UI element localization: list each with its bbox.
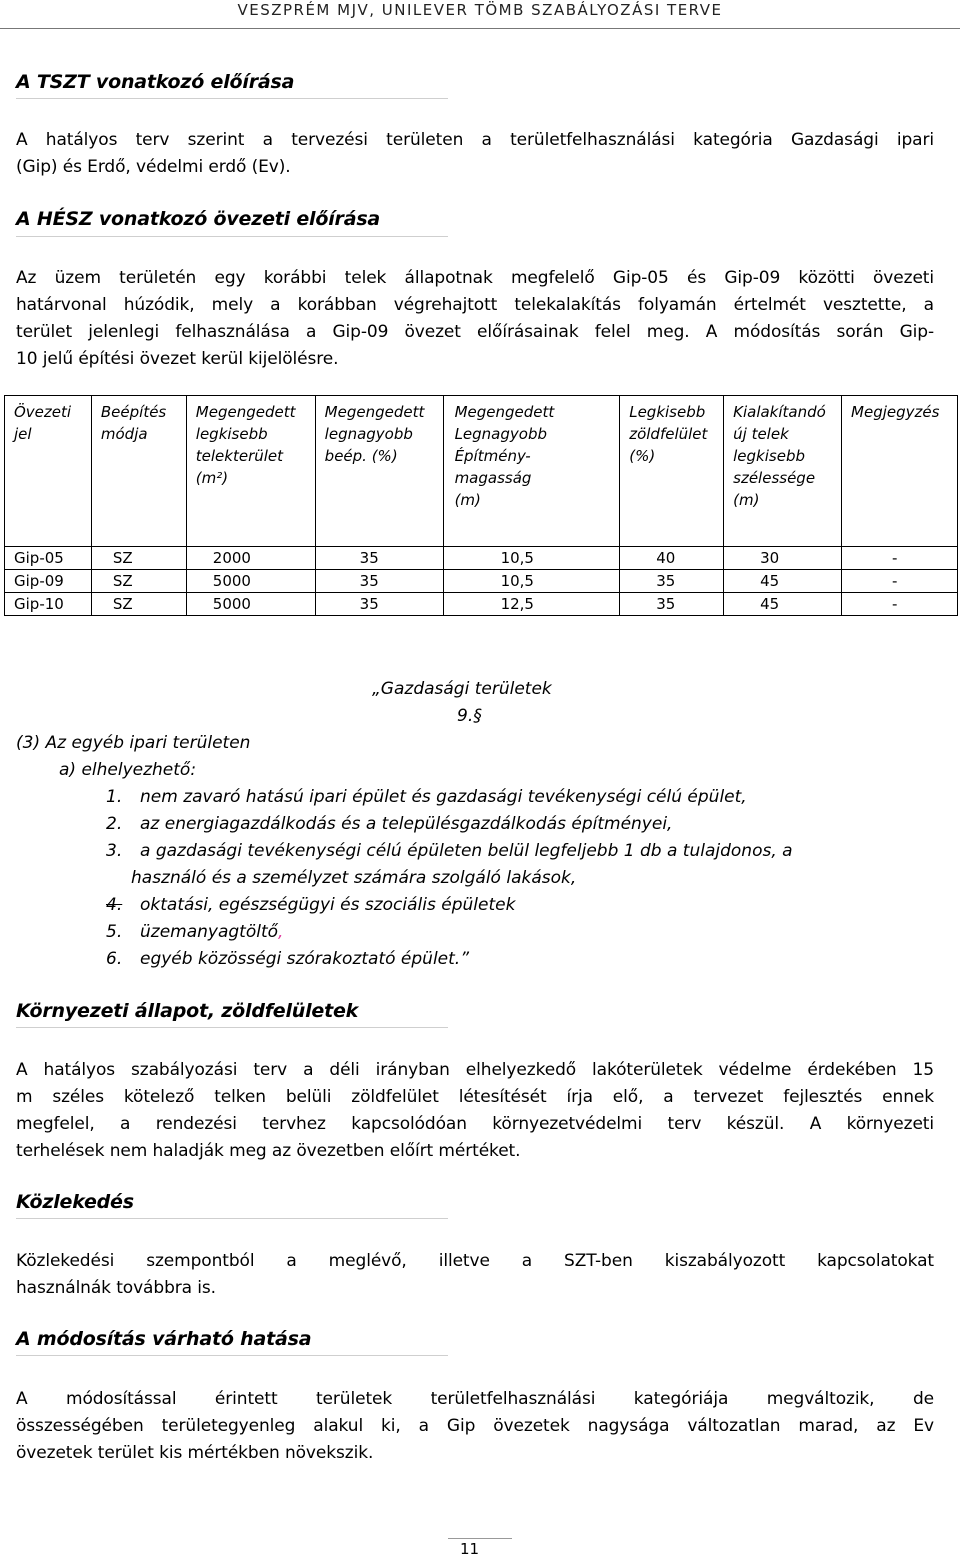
table-cell: SZ xyxy=(91,570,186,593)
table-cell: 12,5 xyxy=(443,593,620,616)
table-cell: 10,5 xyxy=(443,570,620,593)
paragraph-line: 10 jelű építési övezet kerül kijelölésre. xyxy=(16,349,339,369)
section-rule-impact xyxy=(16,1355,448,1356)
paragraph-line: övezetek terület kis mértékben növekszik. xyxy=(16,1443,374,1463)
table-header-row xyxy=(5,396,958,547)
footer-rule xyxy=(448,1538,512,1539)
quote-item-text: a gazdasági tevékenységi célú épületen belül legfeljebb 1 db a tulajdonos, a xyxy=(140,841,793,861)
paragraph-line: terület jelenlegi felhasználása a Gip-09 övezet előírásainak felel meg. A módosítás során Gip- xyxy=(16,322,934,342)
table-row xyxy=(5,547,958,570)
section-title-traffic: Közlekedés xyxy=(16,1191,134,1213)
quote-subpoint: a) elhelyezhető: xyxy=(59,760,197,780)
section-title-hesz: A HÉSZ vonatkozó övezeti előírása xyxy=(16,208,381,230)
header-rule xyxy=(0,28,960,29)
quote-item-text: egyéb közösségi szórakoztató épület.” xyxy=(140,949,470,969)
table-cell: 45 xyxy=(724,593,842,616)
table-cell: 40 xyxy=(620,547,724,570)
table-cell: 35 xyxy=(620,570,724,593)
quote-item-text-continued: használó és a személyzet számára szolgáló lakások, xyxy=(131,868,577,888)
paragraph-line: Közlekedési szempontból a meglévő, illetve a SZT-ben kiszabályozott kapcsolatokat xyxy=(16,1251,934,1271)
table-cell: - xyxy=(842,570,958,593)
table-cell: 45 xyxy=(724,570,842,593)
quote-item-text: az energiagazdálkodás és a településgazdálkodás építményei, xyxy=(140,814,673,834)
quote-item-text: oktatási, egészségügyi és szociális épületek xyxy=(140,895,516,915)
quote-item-text: nem zavaró hatású ipari épület és gazdasági tevékenységi célú épület, xyxy=(140,787,747,807)
header-cell-max-coverage: Megengedett legnagyobb beép. (%) xyxy=(315,396,443,547)
paragraph-line: m széles kötelező telken belüli zöldfelület létesítését írja elő, a tervezet fejlesztés ennek xyxy=(16,1087,934,1107)
table-cell: 2000 xyxy=(186,547,315,570)
quote-item-number: 5. xyxy=(106,922,123,942)
inserted-comma: , xyxy=(278,922,284,942)
table-cell: SZ xyxy=(91,593,186,616)
table-cell: 35 xyxy=(315,593,443,616)
table-cell: - xyxy=(842,547,958,570)
paragraph-traffic xyxy=(16,1248,934,1302)
zone-table xyxy=(4,395,958,616)
header-cell-notes: Megjegyzés xyxy=(842,396,958,547)
paragraph-line: A hatályos terv szerint a tervezési területen a területfelhasználási kategória Gazdasági ipari xyxy=(16,130,934,150)
quote-item-number: 2. xyxy=(106,814,123,834)
header-cell-max-height: Megengedett Legnagyobb Építmény- magasság (m) xyxy=(443,396,620,547)
table-cell: Gip-09 xyxy=(5,570,92,593)
table-cell: 30 xyxy=(724,547,842,570)
paragraph-line: A módosítással érintett területek területfelhasználási kategóriája megváltozik, de xyxy=(16,1389,934,1409)
table-cell: Gip-10 xyxy=(5,593,92,616)
table-cell: 10,5 xyxy=(443,547,620,570)
page-header: VESZPRÉM MJV, UNILEVER TÖMB SZABÁLYOZÁSI TERVE xyxy=(237,1,723,19)
paragraph-line: határvonal húzódik, mely a korábban végrehajtott telekalakítás folyamán értelmét vesztette, a xyxy=(16,295,934,315)
table-cell: 35 xyxy=(315,547,443,570)
section-title-impact: A módosítás várható hatása xyxy=(16,1328,312,1350)
table-cell: 5000 xyxy=(186,570,315,593)
quote-intro: (3) Az egyéb ipari területen xyxy=(16,733,251,753)
quote-item-number: 6. xyxy=(106,949,123,969)
paragraph-hesz xyxy=(16,265,934,373)
table-cell: 5000 xyxy=(186,593,315,616)
page-number: 11 xyxy=(460,1540,480,1558)
section-rule-hesz xyxy=(16,236,448,237)
quote-title: „Gazdasági területek xyxy=(372,679,552,699)
quote-item-text: üzemanyagtöltő, xyxy=(140,922,284,942)
section-rule-tszt xyxy=(16,98,448,99)
paragraph-impact xyxy=(16,1386,934,1467)
quote-paragraph-number: 9.§ xyxy=(457,706,482,726)
paragraph-line: összességében területegyenleg alakul ki, a Gip övezetek nagysága változatlan marad, az Ev xyxy=(16,1416,934,1436)
table-cell: - xyxy=(842,593,958,616)
quote-item-number-struck: 4. xyxy=(106,895,123,915)
header-cell-build-mode: Beépítés módja xyxy=(91,396,186,547)
paragraph-tszt xyxy=(16,127,934,181)
table-cell: SZ xyxy=(91,547,186,570)
paragraph-line: használnák továbbra is. xyxy=(16,1278,216,1298)
section-title-tszt: A TSZT vonatkozó előírása xyxy=(16,71,295,93)
table-row xyxy=(5,570,958,593)
section-rule-traffic xyxy=(16,1218,448,1219)
header-cell-min-green: Legkisebb zöldfelület (%) xyxy=(620,396,724,547)
table-cell: Gip-05 xyxy=(5,547,92,570)
table-cell: 35 xyxy=(620,593,724,616)
section-title-environment: Környezeti állapot, zöldfelületek xyxy=(16,1000,359,1022)
quote-item-number: 3. xyxy=(106,841,123,861)
header-cell-zone: Övezeti jel xyxy=(5,396,92,547)
header-cell-min-plot: Megengedett legkisebb telekterület (m²) xyxy=(186,396,315,547)
table-cell: 35 xyxy=(315,570,443,593)
paragraph-environment xyxy=(16,1057,934,1165)
quote-item-number: 1. xyxy=(106,787,123,807)
paragraph-line: (Gip) és Erdő, védelmi erdő (Ev). xyxy=(16,157,291,177)
paragraph-line: Az üzem területén egy korábbi telek állapotnak megfelelő Gip-05 és Gip-09 közötti övezeti xyxy=(16,268,934,288)
paragraph-line: A hatályos szabályozási terv a déli irányban elhelyezkedő lakóterületek védelme érdekében 15 xyxy=(16,1060,934,1080)
section-rule-environment xyxy=(16,1027,448,1028)
header-cell-plot-width: Kialakítandó új telek legkisebb szélessége (m) xyxy=(724,396,842,547)
paragraph-line: megfelel, a rendezési tervhez kapcsolódóan környezetvédelmi terv készül. A környezeti xyxy=(16,1114,934,1134)
table-row xyxy=(5,593,958,616)
paragraph-line: terhelések nem haladják meg az övezetben előírt mértéket. xyxy=(16,1141,521,1161)
